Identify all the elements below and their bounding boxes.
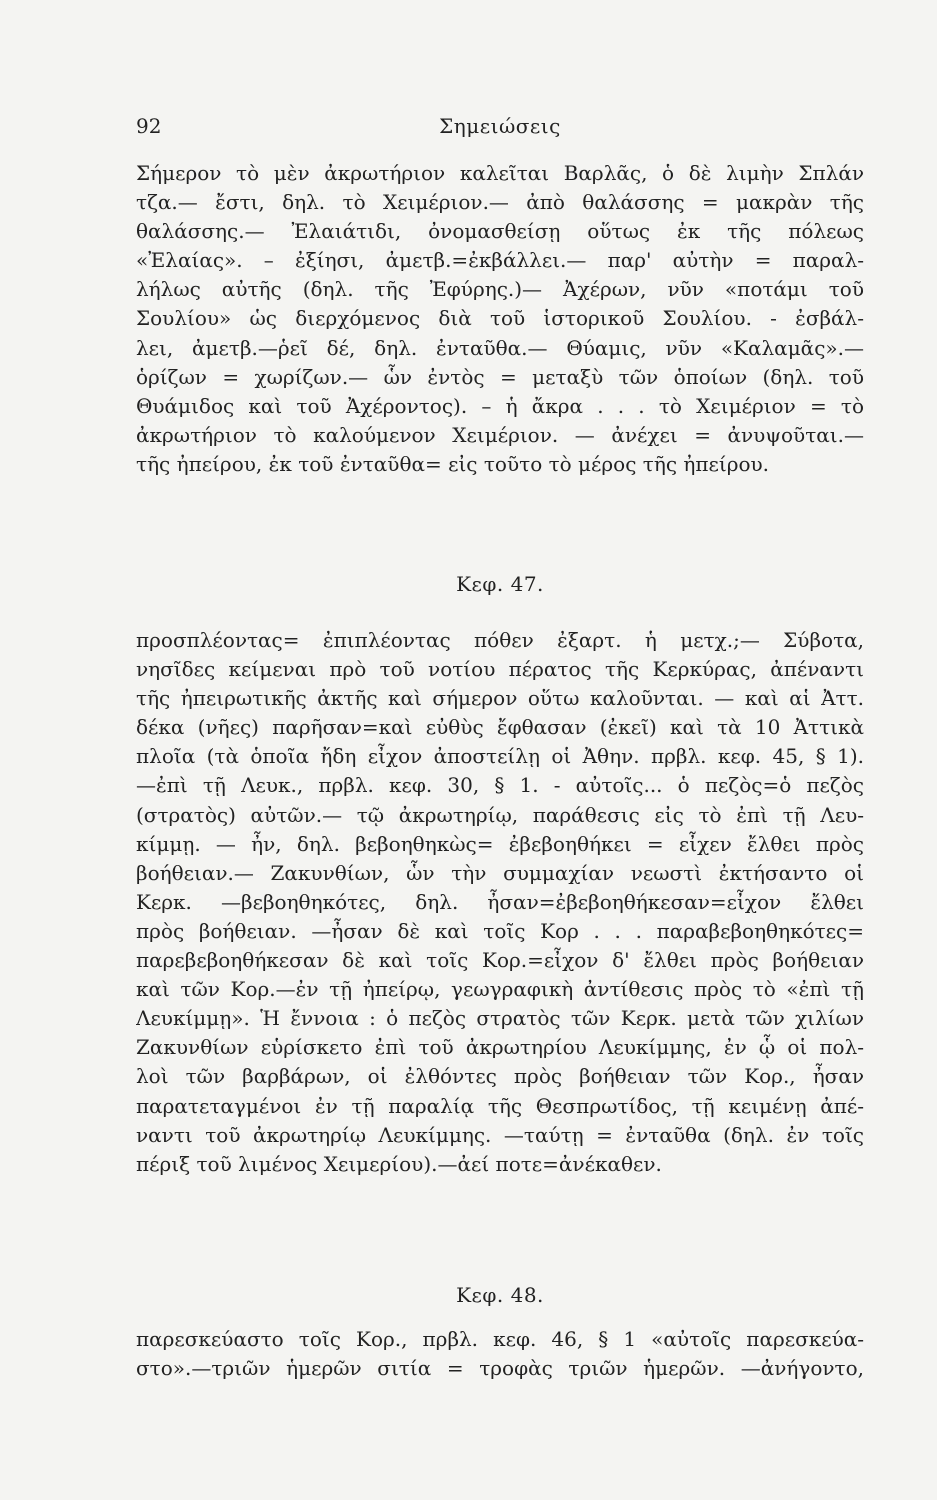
text-line: προσπλέοντας= ἐπιπλέοντας πόθεν ἐξαρτ. ἡ μετχ.;— Σύβοτα, (136, 628, 864, 652)
text-line: παρατεταγμένοι ἐν τῇ παραλίᾳ τῆς Θεσπρωτίδος, τῇ κειμένῃ ἀπέ- (136, 1093, 864, 1118)
text-line: Κερκ. —βεβοηθηκότες, δηλ. ἦσαν=ἐβεβοηθήκεσαν=εἶχον ἔλθει (136, 889, 864, 914)
text-line: Θυάμιδος καὶ τοῦ Ἀχέροντος). – ἡ ἄκρα . . . τὸ Χειμέριον = τὸ (136, 393, 864, 418)
text-line: ὁρίζων = χωρίζων.— ὧν ἐντὸς = μεταξὺ τῶν ὁποίων (δηλ. τοῦ (136, 364, 864, 389)
notes-paragraph-1 (136, 159, 864, 479)
text-line: στο».—τριῶν ἡμερῶν σιτία = τροφὰς τριῶν ἡμερῶν. —ἀνήγοντο, (136, 1356, 864, 1381)
notes-paragraph-3 (136, 1325, 864, 1383)
text-line: ἀκρωτήριον τὸ καλούμενον Χειμέριον. — ἀνέχει = ἀνυψοῦται.— (136, 422, 864, 447)
running-head (136, 114, 864, 144)
running-title: Σημειώσεις (439, 114, 561, 138)
page-number: 92 (136, 114, 162, 138)
text-line: ναντι τοῦ ἀκρωτηρίῳ Λευκίμμης. —ταύτῃ = ἐνταῦθα (δηλ. ἐν τοῖς (136, 1122, 864, 1147)
text-line: Λευκίμμῃ». Ἡ ἔννοια : ὁ πεζὸς στρατὸς τῶν Κερκ. μετὰ τῶν χιλίων (136, 1006, 864, 1031)
text-line: «Ἐλαίας». – ἐξίησι, ἀμετβ.=ἐκβάλλει.— παρ' αὐτὴν = παραλ- (136, 248, 864, 273)
text-line: πλοῖα (τὰ ὁποῖα ἤδη εἶχον ἀποστείλῃ οἱ Ἀθην. πρβλ. κεφ. 45, § 1). (136, 744, 864, 769)
chapter-heading-47: Κεφ. 47. (456, 572, 544, 596)
text-line: παρεσκεύαστο τοῖς Κορ., πρβλ. κεφ. 46, § 1 «αὐτοῖς παρεσκεύα- (136, 1327, 864, 1351)
text-line: κίμμῃ. — ἦν, δηλ. βεβοηθηκὼς= ἐβεβοηθήκει = εἶχεν ἔλθει πρὸς (136, 831, 864, 856)
text-line: τῆς ἠπειρωτικῆς ἀκτῆς καὶ σήμερον οὕτω καλοῦνται. — καὶ αἱ Ἀττ. (136, 686, 864, 711)
text-line: Ζακυνθίων εὑρίσκετο ἐπὶ τοῦ ἀκρωτηρίου Λευκίμμης, ἐν ᾧ οἱ πολ- (136, 1035, 864, 1060)
text-line: καὶ τῶν Κορ.—ἐν τῇ ἠπείρῳ, γεωγραφικὴ ἀντίθεσις πρὸς τὸ «ἐπὶ τῇ (136, 977, 864, 1002)
text-line: δέκα (νῆες) παρῆσαν=καὶ εὐθὺς ἔφθασαν (ἐκεῖ) καὶ τὰ 10 Ἀττικὰ (136, 715, 864, 740)
text-line: νησῖδες κείμεναι πρὸ τοῦ νοτίου πέρατος τῆς Κερκύρας, ἀπέναντι (136, 657, 864, 682)
chapter-heading-48: Κεφ. 48. (456, 1283, 544, 1307)
text-line: τζα.— ἔστι, δηλ. τὸ Χειμέριον.— ἀπὸ θαλάσσης = μακρὰν τῆς (136, 190, 864, 215)
text-line: Σουλίου» ὡς διερχόμενος διὰ τοῦ ἱστορικοῦ Σουλίου. - ἐσβάλ- (136, 306, 864, 331)
text-line: τῆς ἠπείρου, ἐκ τοῦ ἐνταῦθα= εἰς τοῦτο τὸ μέρος τῆς ἠπείρου. (136, 451, 770, 476)
text-line: Σήμερον τὸ μὲν ἀκρωτήριον καλεῖται Βαρλᾶς, ὁ δὲ λιμὴν Σπλάν (136, 161, 864, 185)
text-line: πέριξ τοῦ λιμένος Χειμερίου).—ἀεί ποτε=ἀνέκαθεν. (136, 1151, 662, 1176)
text-line: παρεβεβοηθήκεσαν δὲ καὶ τοῖς Κορ.=εἶχον δ' ἔλθει πρὸς βοήθειαν (136, 948, 864, 973)
text-line: (στρατὸς) αὐτῶν.— τῷ ἀκρωτηρίῳ, παράθεσις εἰς τὸ ἐπὶ τῇ Λευ- (136, 802, 864, 827)
notes-paragraph-2 (136, 626, 864, 1179)
text-line: λει, ἀμετβ.—ῥεῖ δέ, δηλ. ἐνταῦθα.— Θύαμις, νῦν «Καλαμᾶς».— (136, 335, 864, 360)
text-line: πρὸς βοήθειαν. —ἦσαν δὲ καὶ τοῖς Κορ . . . παραβεβοηθηκότες= (136, 918, 864, 943)
text-line: θαλάσσης.— Ἐλαιάτιδι, ὀνομασθείσῃ οὕτως ἐκ τῆς πόλεως (136, 219, 864, 244)
text-line: λοὶ τῶν βαρβάρων, οἱ ἐλθόντες πρὸς βοήθειαν τῶν Κορ., ἦσαν (136, 1064, 864, 1089)
text-line: βοήθειαν.— Ζακυνθίων, ὧν τὴν συμμαχίαν νεωστὶ ἐκτήσαντο οἱ (136, 860, 864, 885)
text-line: λήλως αὐτῆς (δηλ. τῆς Ἐφύρης.)— Ἀχέρων, νῦν «ποτάμι τοῦ (136, 277, 864, 302)
text-line: —ἐπὶ τῇ Λευκ., πρβλ. κεφ. 30, § 1. - αὐτοῖς... ὁ πεζὸς=ὁ πεζὸς (136, 773, 864, 798)
